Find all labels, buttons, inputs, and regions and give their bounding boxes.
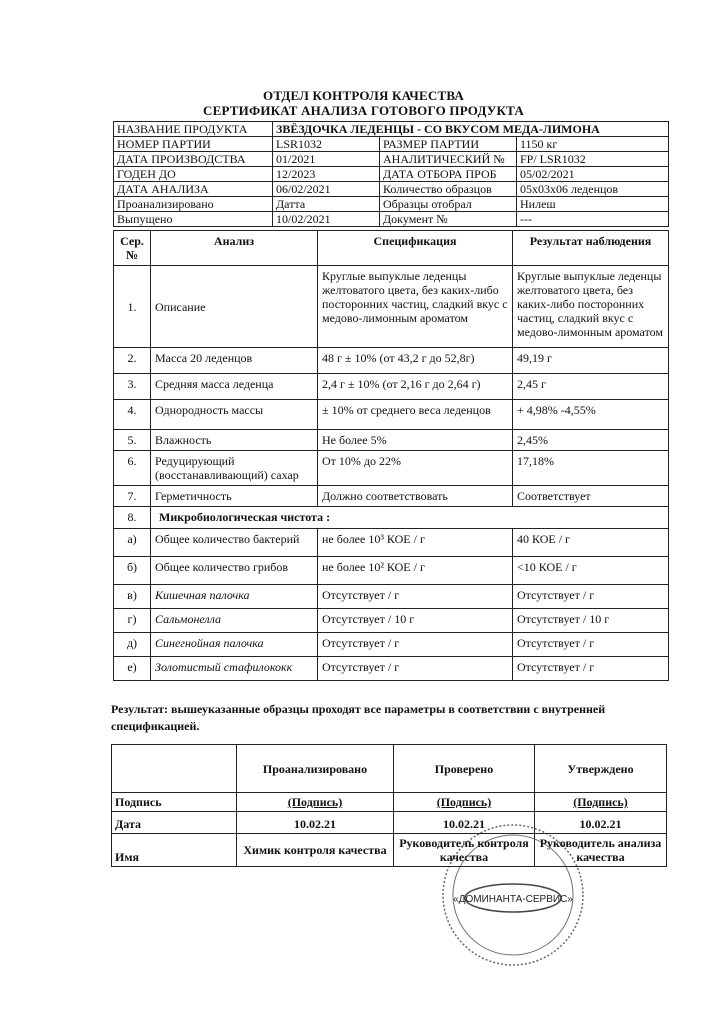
row-no: 7. — [114, 486, 151, 507]
doc-department: ОТДЕЛ КОНТРОЛЯ КАЧЕСТВА — [263, 88, 464, 103]
row-test: Масса 20 леденцов — [151, 348, 318, 374]
row-no: д) — [114, 633, 151, 657]
table-row — [114, 348, 669, 374]
info-label: Выпущено — [114, 212, 273, 227]
info-value: Нилеш — [517, 197, 669, 212]
info-label: ДАТА ПРОИЗВОДСТВА — [114, 152, 273, 167]
info-value: LSR1032 — [273, 137, 380, 152]
info-value: FP/ LSR1032 — [517, 152, 669, 167]
date-cell: 10.02.21 — [237, 812, 394, 834]
info-row — [114, 212, 669, 227]
table-row — [114, 266, 669, 348]
row-spec: не более 10² КОЕ / г — [318, 557, 513, 585]
table-row — [114, 609, 669, 633]
row-spec: Не более 5% — [318, 430, 513, 451]
row-result: Круглые выпуклые леденцы желтоватого цвета, без каких-либо посторонних частиц, сладкий вкус с медово-лимонным ароматом — [513, 266, 669, 348]
info-value: 01/2021 — [273, 152, 380, 167]
table-row — [114, 486, 669, 507]
table-row — [114, 430, 669, 451]
row-no: 5. — [114, 430, 151, 451]
col-header-spec: Спецификация — [318, 231, 513, 266]
row-spec: От 10% до 22% — [318, 451, 513, 486]
result-statement: Результат: вышеуказанные образцы проходят все параметры в соответствии с внутренней спецификацией. — [111, 702, 606, 733]
row-result: Отсутствует / г — [513, 657, 669, 681]
table-row — [114, 529, 669, 557]
date-cell: 10.02.21 — [394, 812, 535, 834]
row-result: 17,18% — [513, 451, 669, 486]
row-test: Описание — [151, 266, 318, 348]
table-row — [114, 633, 669, 657]
name-label: Имя — [112, 834, 237, 867]
col-header-result: Результат наблюдения — [513, 231, 669, 266]
row-result: 2,45 г — [513, 374, 669, 400]
info-label: Образцы отобрал — [380, 197, 517, 212]
row-no: 8. — [114, 507, 151, 529]
table-row — [114, 657, 669, 681]
table-row — [114, 557, 669, 585]
info-value: 1150 кг — [517, 137, 669, 152]
info-label: РАЗМЕР ПАРТИИ — [380, 137, 517, 152]
info-label: Документ № — [380, 212, 517, 227]
info-label: ДАТА ОТБОРА ПРОБ — [380, 167, 517, 182]
row-no: 6. — [114, 451, 151, 486]
info-value: Датта — [273, 197, 380, 212]
row-no: б) — [114, 557, 151, 585]
info-value: 05x03x06 леденцов — [517, 182, 669, 197]
info-value: --- — [517, 212, 669, 227]
row-no: а) — [114, 529, 151, 557]
info-value: 06/02/2021 — [273, 182, 380, 197]
col-analyzed: Проанализировано — [237, 745, 394, 793]
col-header-no: Сер. № — [114, 231, 151, 266]
company-stamp — [438, 820, 588, 970]
name-cell: Руководитель контроля качества — [394, 834, 535, 867]
name-cell: Руководитель анализа качества — [535, 834, 667, 867]
col-header-test: Анализ — [151, 231, 318, 266]
row-test: Общее количество бактерий — [151, 529, 318, 557]
row-test: Редуцирующий (восстанавливающий) сахар — [151, 451, 318, 486]
info-row — [114, 152, 669, 167]
row-test: Общее количество грибов — [151, 557, 318, 585]
row-spec: ± 10% от среднего веса леденцов — [318, 400, 513, 430]
col-checked: Проверено — [394, 745, 535, 793]
info-value: 05/02/2021 — [517, 167, 669, 182]
table-row — [114, 374, 669, 400]
table-row — [114, 585, 669, 609]
row-no: 2. — [114, 348, 151, 374]
info-row — [114, 137, 669, 152]
micro-title: Микробиологическая чистота : — [151, 507, 669, 529]
row-test: Сальмонелла — [151, 609, 318, 633]
row-test: Однородность массы — [151, 400, 318, 430]
row-spec: 2,4 г ± 10% (от 2,16 г до 2,64 г) — [318, 374, 513, 400]
row-spec: 48 г ± 10% (от 43,2 г до 52,8г) — [318, 348, 513, 374]
row-result: <10 КОЕ / г — [513, 557, 669, 585]
info-value: 12/2023 — [273, 167, 380, 182]
row-result: + 4,98% -4,55% — [513, 400, 669, 430]
name-cell: Химик контроля качества — [237, 834, 394, 867]
row-spec: Отсутствует / 10 г — [318, 609, 513, 633]
sign-cell: (Подпись) — [237, 793, 394, 812]
info-row — [114, 182, 669, 197]
sign-cell: (Подпись) — [535, 793, 667, 812]
row-no: г) — [114, 609, 151, 633]
row-no: 1. — [114, 266, 151, 348]
info-label: Количество образцов — [380, 182, 517, 197]
info-value: 10/02/2021 — [273, 212, 380, 227]
product-value: ЗВЁЗДОЧКА ЛЕДЕНЦЫ - СО ВКУСОМ МЕДА-ЛИМОНА — [273, 122, 669, 137]
row-result: Отсутствует / г — [513, 585, 669, 609]
row-result: 2,45% — [513, 430, 669, 451]
row-result: 40 КОЕ / г — [513, 529, 669, 557]
product-info-table — [113, 121, 669, 227]
row-spec: Должно соответствовать — [318, 486, 513, 507]
info-label: ГОДЕН ДО — [114, 167, 273, 182]
row-spec: Отсутствует / г — [318, 657, 513, 681]
row-spec: Отсутствует / г — [318, 633, 513, 657]
info-label: ДАТА АНАЛИЗА — [114, 182, 273, 197]
row-test: Золотистый стафилококк — [151, 657, 318, 681]
row-result: 49,19 г — [513, 348, 669, 374]
row-no: е) — [114, 657, 151, 681]
analysis-table — [113, 230, 669, 681]
info-label: Проанализировано — [114, 197, 273, 212]
row-test: Влажность — [151, 430, 318, 451]
row-test: Средняя масса леденца — [151, 374, 318, 400]
sign-label: Подпись — [112, 793, 237, 812]
row-no: 3. — [114, 374, 151, 400]
doc-title: СЕРТИФИКАТ АНАЛИЗА ГОТОВОГО ПРОДУКТА — [203, 103, 524, 118]
row-spec: не более 10³ КОЕ / г — [318, 529, 513, 557]
micro-section-row — [114, 507, 669, 529]
info-label: НОМЕР ПАРТИИ — [114, 137, 273, 152]
date-cell: 10.02.21 — [535, 812, 667, 834]
sign-cell: (Подпись) — [394, 793, 535, 812]
row-test: Кишечная палочка — [151, 585, 318, 609]
product-label: НАЗВАНИЕ ПРОДУКТА — [114, 122, 273, 137]
date-label: Дата — [112, 812, 237, 834]
row-result: Отсутствует / г — [513, 633, 669, 657]
sign-corner — [112, 745, 237, 793]
info-label: АНАЛИТИЧЕСКИЙ № — [380, 152, 517, 167]
info-row — [114, 197, 669, 212]
row-test: Герметичность — [151, 486, 318, 507]
row-spec: Отсутствует / г — [318, 585, 513, 609]
row-no: 4. — [114, 400, 151, 430]
table-row — [114, 400, 669, 430]
col-approved: Утверждено — [535, 745, 667, 793]
row-spec: Круглые выпуклые леденцы желтоватого цвета, без каких-либо посторонних частиц, сладкий вкус с медово-лимонным ароматом — [318, 266, 513, 348]
row-result: Соответствует — [513, 486, 669, 507]
row-result: Отсутствует / 10 г — [513, 609, 669, 633]
stamp-text: «ДОМИНАНТА-СЕРВИС» — [453, 894, 573, 905]
table-row — [114, 451, 669, 486]
row-no: в) — [114, 585, 151, 609]
row-test: Синегнойная палочка — [151, 633, 318, 657]
info-row — [114, 167, 669, 182]
